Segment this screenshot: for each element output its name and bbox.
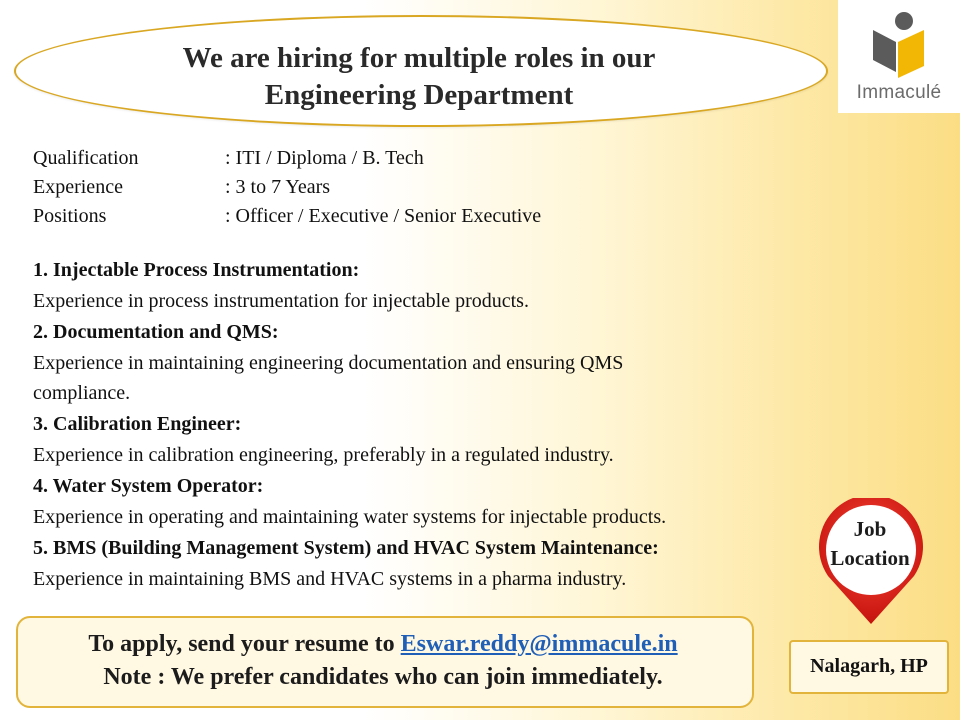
apply-instructions bbox=[16, 629, 750, 659]
apply-email-link[interactable]: Eswar.reddy@immacule.in bbox=[400, 631, 678, 657]
job-location-label bbox=[808, 515, 932, 573]
spec-value: : 3 to 7 Years bbox=[225, 176, 331, 198]
spec-value: : ITI / Diploma / B. Tech bbox=[225, 147, 424, 169]
spec-label: Experience bbox=[33, 176, 123, 198]
page-title bbox=[14, 40, 824, 114]
role-title: 5. BMS (Building Management System) and HVAC System Maintenance: bbox=[33, 537, 659, 559]
title-line-2: Engineering Department bbox=[264, 79, 574, 111]
role-description: Experience in operating and maintaining water systems for injectable products. bbox=[33, 506, 667, 528]
spec-value: : Officer / Executive / Senior Executive bbox=[225, 205, 542, 227]
role-description: Experience in process instrumentation for injectable products. bbox=[33, 290, 529, 312]
role-title: 1. Injectable Process Instrumentation: bbox=[33, 259, 360, 281]
job-location-line-2: Location bbox=[830, 546, 910, 570]
role-description: compliance. bbox=[33, 382, 131, 404]
role-description: Experience in maintaining engineering documentation and ensuring QMS bbox=[33, 352, 624, 374]
spec-label: Positions bbox=[33, 205, 107, 227]
logo-mark-icon bbox=[838, 0, 960, 84]
role-description: Experience in calibration engineering, preferably in a regulated industry. bbox=[33, 444, 614, 466]
role-title: 3. Calibration Engineer: bbox=[33, 413, 242, 435]
spec-label: Qualification bbox=[33, 147, 139, 169]
role-description: Experience in maintaining BMS and HVAC systems in a pharma industry. bbox=[33, 568, 627, 590]
job-location-line-1: Job bbox=[853, 517, 887, 541]
company-logo bbox=[838, 0, 960, 113]
location-name: Nalagarh, HP bbox=[810, 655, 928, 677]
apply-prefix: To apply, send your resume to bbox=[88, 631, 401, 657]
role-title: 2. Documentation and QMS: bbox=[33, 321, 279, 343]
apply-note: Note : We prefer candidates who can join immediately. bbox=[103, 664, 663, 690]
role-title: 4. Water System Operator: bbox=[33, 475, 264, 497]
logo-wordmark: Immaculé bbox=[856, 82, 942, 103]
title-line-1: We are hiring for multiple roles in our bbox=[182, 42, 656, 74]
